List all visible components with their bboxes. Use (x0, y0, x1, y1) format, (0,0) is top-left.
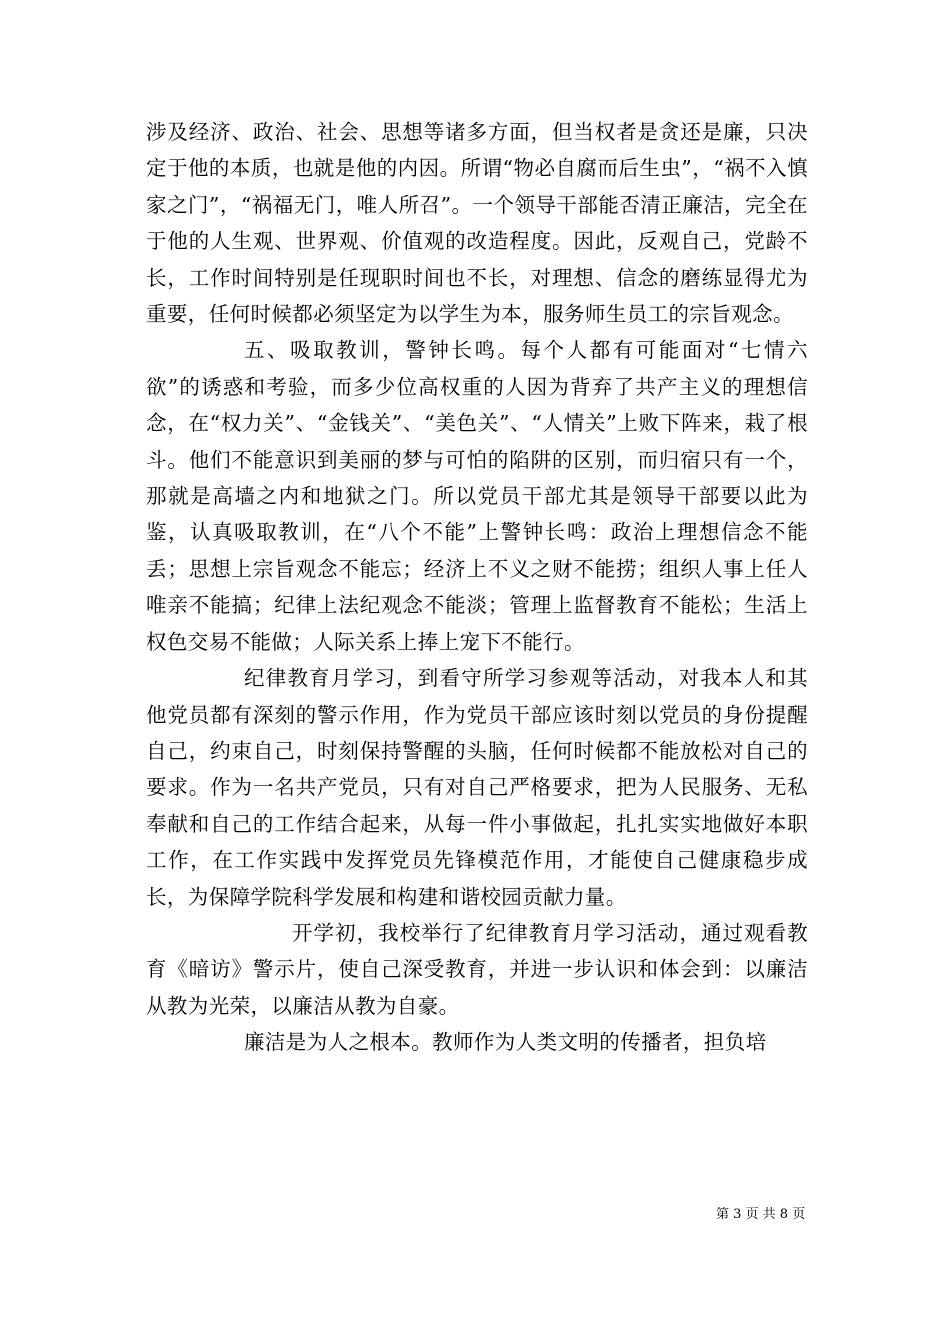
document-body (146, 114, 808, 1061)
paragraph-continuation: 涉及经济、政治、社会、思想等诸多方面，但当权者是贪还是廉，只决定于他的本质，也就是他的内因。所谓“物必自腐而后生虫”，“祸不入慎家之门”，“祸福无门，唯人所召”。一个领导干部能否清正廉洁，完全在于他的人生观、世界观、价值观的改造程度。因此，反观自己，党龄不长，工作时间特别是任现职时间也不长，对理想、信念的磨练显得尤为重要，任何时候都必须坚定为以学生为本，服务师生员工的宗旨观念。 (146, 120, 808, 327)
page-number-footer: 第 3 页 共 8 页 (716, 1207, 806, 1222)
paragraph-integrity: 廉洁是为人之根本。教师作为人类文明的传播者，担负培 (244, 1030, 767, 1055)
paragraph-semester-start: 开学初，我校举行了纪律教育月学习活动，通过观看教育《暗访》警示片，使自己深受教育，并进一步认识和体会到：以廉洁从教为光荣，以廉洁从教为自豪。 (146, 920, 808, 1018)
paragraph-discipline-month: 纪律教育月学习，到看守所学习参观等活动，对我本人和其他党员都有深刻的警示作用，作为党员干部应该时刻以党员的身份提醒自己，约束自己，时刻保持警醒的头脑，任何时候都不能放松对自己的要求。作为一名共产党员，只有对自己严格要求，把为人民服务、无私奉献和自己的工作结合起来，从每一件小事做起，扎扎实实地做好本职工作，在工作实践中发挥党员先锋模范作用，才能使自己健康稳步成长，为保障学院科学发展和构建和谐校园贡献力量。 (146, 666, 808, 909)
paragraph-lesson-five: 五、吸取教训，警钟长鸣。每个人都有可能面对“七情六欲”的诱惑和考验，而多少位高权重的人因为背弃了共产主义的理想信念，在“权力关”、“金钱关”、“美色关”、“人情关”上败下阵来，栽了根斗。他们不能意识到美丽的梦与可怕的陷阱的区别，而归宿只有一个，那就是高墙之内和地狱之门。所以党员干部尤其是领导干部要以此为鉴，认真吸取教训，在“八个不能”上警钟长鸣：政治上理想信念不能丢；思想上宗旨观念不能忘；经济上不义之财不能捞；组织人事上任人唯亲不能搞；纪律上法纪观念不能淡；管理上监督教育不能松；生活上权色交易不能做；人际关系上捧上宠下不能行。 (146, 338, 808, 654)
